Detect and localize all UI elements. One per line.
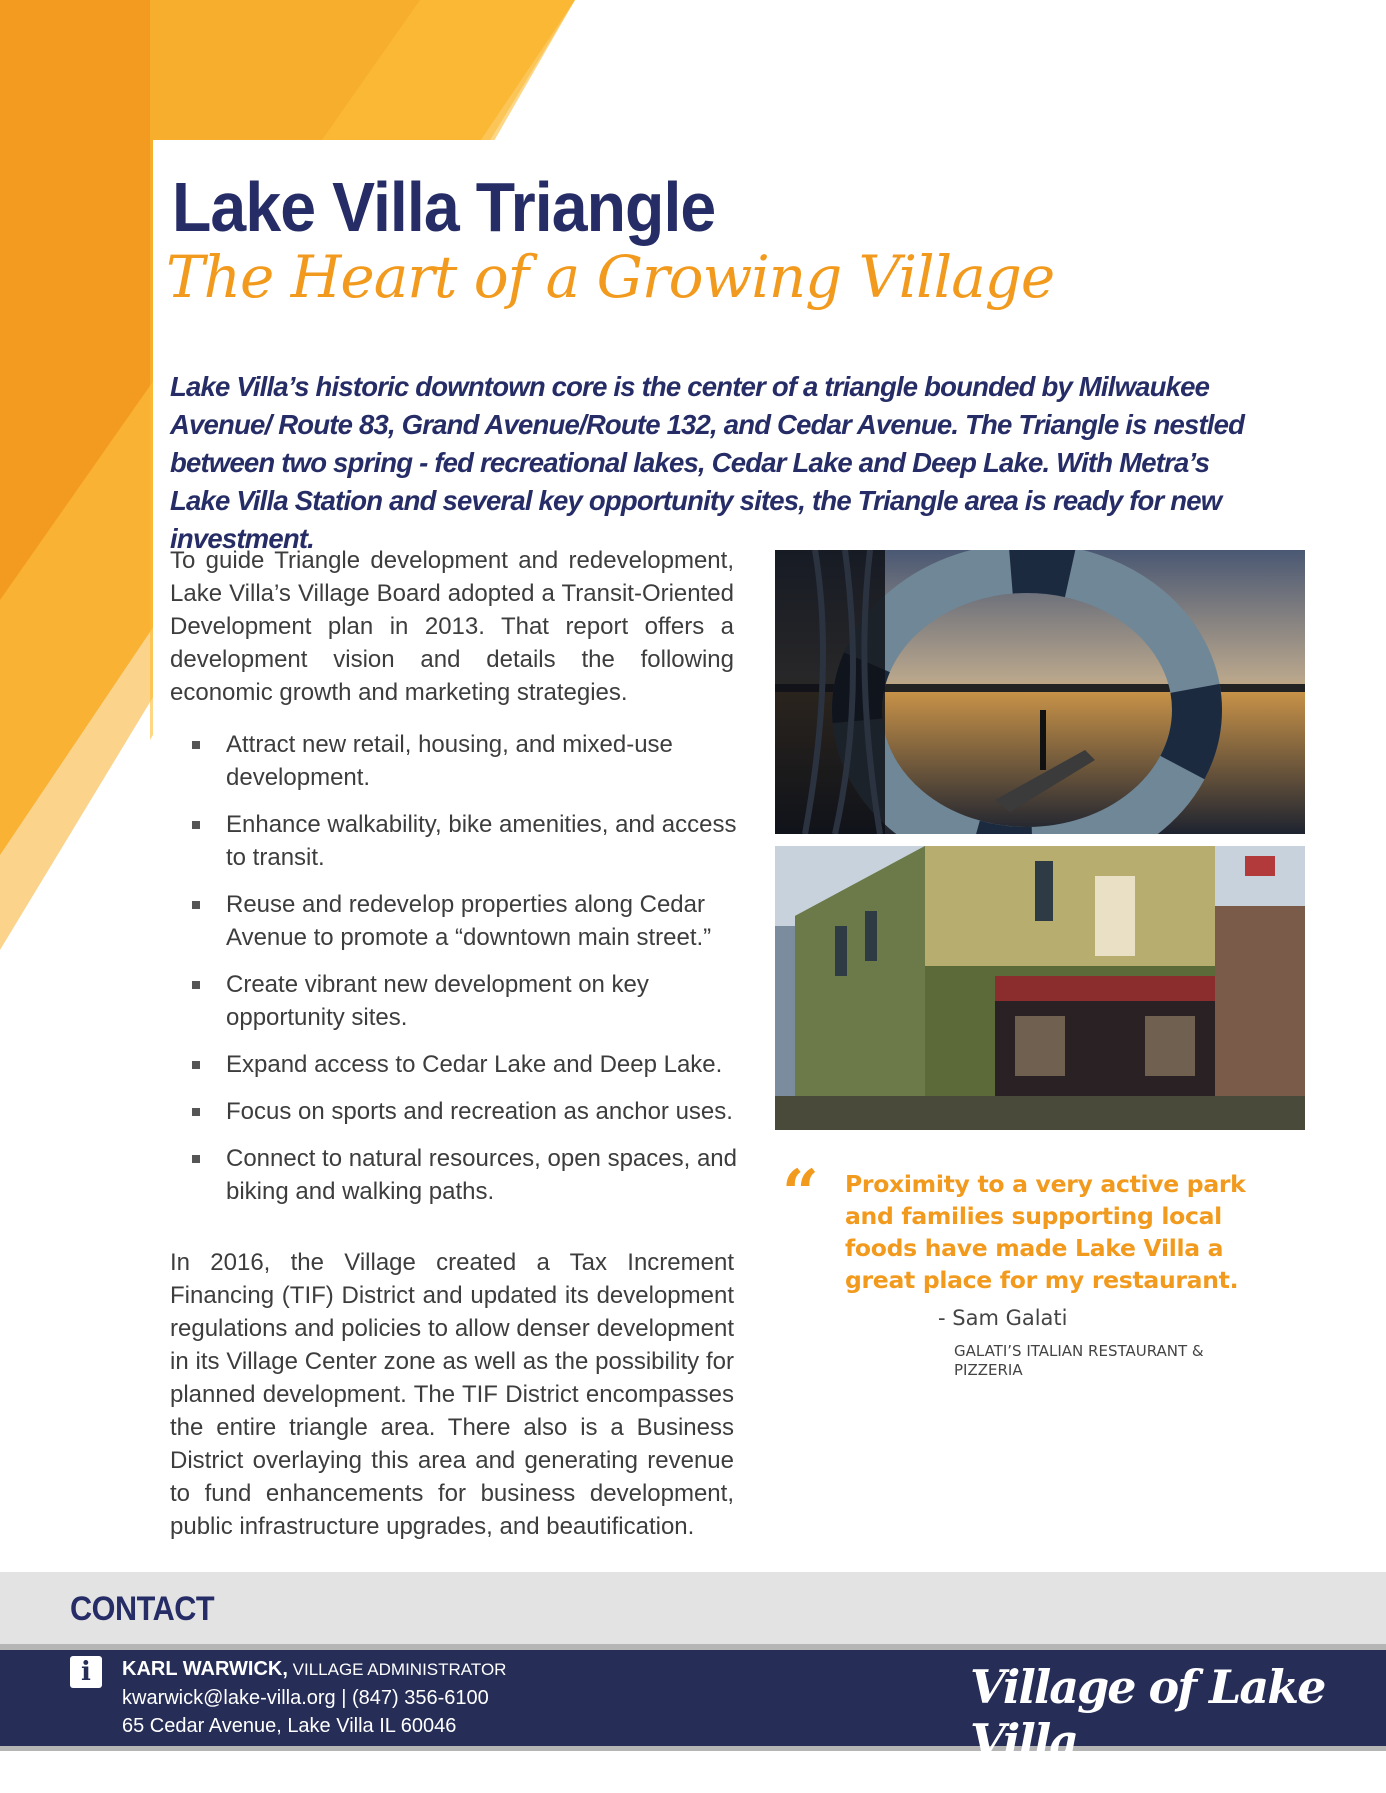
contact-address: 65 Cedar Avenue, Lake Villa IL 60046	[122, 1715, 457, 1737]
page-title: Lake Villa Triangle	[172, 168, 716, 246]
list-item: Create vibrant new development on key opportunity sites.	[190, 968, 750, 1034]
contact-name: KARL WARWICK,	[122, 1658, 288, 1680]
quote-mark-icon: “	[782, 1156, 819, 1231]
lake-sunset-lifebuoy-photo	[775, 550, 1305, 834]
contact-name-line	[122, 1655, 506, 1684]
list-item: Focus on sports and recreation as anchor uses.	[190, 1095, 750, 1128]
strategy-list	[190, 728, 750, 1222]
bullet-square-icon	[192, 821, 200, 829]
list-item: Connect to natural resources, open spaces, and biking and walking paths.	[190, 1142, 750, 1208]
page-subtitle: The Heart of a Growing Village	[166, 243, 1055, 311]
bullet-square-icon	[192, 981, 200, 989]
list-item: Attract new retail, housing, and mixed-use development.	[190, 728, 750, 794]
body-paragraph-1: To guide Triangle development and redevelopment, Lake Villa’s Village Board adopted a Transit-Oriented Development plan in 2013. That report offers a development vision and details the following economic growth and marketing strategies.	[170, 547, 734, 706]
bullet-square-icon	[192, 1061, 200, 1069]
bullet-square-icon	[192, 1155, 200, 1163]
contact-heading: CONTACT	[70, 1590, 215, 1628]
restaurant-building-photo	[775, 846, 1305, 1130]
quote-author: - Sam Galati	[938, 1306, 1068, 1330]
quote-organization: GALATI’S ITALIAN RESTAURANT & PIZZERIA	[954, 1342, 1204, 1379]
contact-role: VILLAGE ADMINISTRATOR	[287, 1660, 507, 1679]
village-logo: Village of Lake Villa	[970, 1660, 1325, 1768]
intro-paragraph: Lake Villa’s historic downtown core is the center of a triangle bounded by Milwaukee Avenue/ Route 83, Grand Avenue/Route 132, and Cedar Avenue. The Triangle is nestled between two spring - fed recreational lakes, Cedar Lake and Deep Lake. With Metra’s Lake Villa Station and several key opportunity sites, the Triangle area is ready for new investment.	[170, 371, 1245, 554]
bullet-square-icon	[192, 1108, 200, 1116]
contact-email-phone[interactable]: kwarwick@lake-villa.org | (847) 356-6100	[122, 1687, 489, 1709]
testimonial-quote: Proximity to a very active park and families supporting local foods have made Lake Villa a great place for my restaurant.	[845, 1170, 1246, 1294]
list-item: Reuse and redevelop properties along Cedar Avenue to promote a “downtown main street.”	[190, 888, 750, 954]
contact-details	[122, 1655, 506, 1740]
bullet-square-icon	[192, 741, 200, 749]
body-paragraph-2: In 2016, the Village created a Tax Increment Financing (TIF) District and updated its development regulations and policies to allow denser development in its Village Center zone as well as the possibility for planned development. The TIF District encompasses the entire triangle area. There also is a Business District overlaying this area and generating revenue to fund enhancements for business development, public infrastructure upgrades, and beautification.	[170, 1249, 734, 1540]
list-item: Enhance walkability, bike amenities, and access to transit.	[190, 808, 750, 874]
info-icon: i	[70, 1656, 102, 1688]
list-item: Expand access to Cedar Lake and Deep Lake.	[190, 1048, 750, 1081]
bullet-square-icon	[192, 901, 200, 909]
